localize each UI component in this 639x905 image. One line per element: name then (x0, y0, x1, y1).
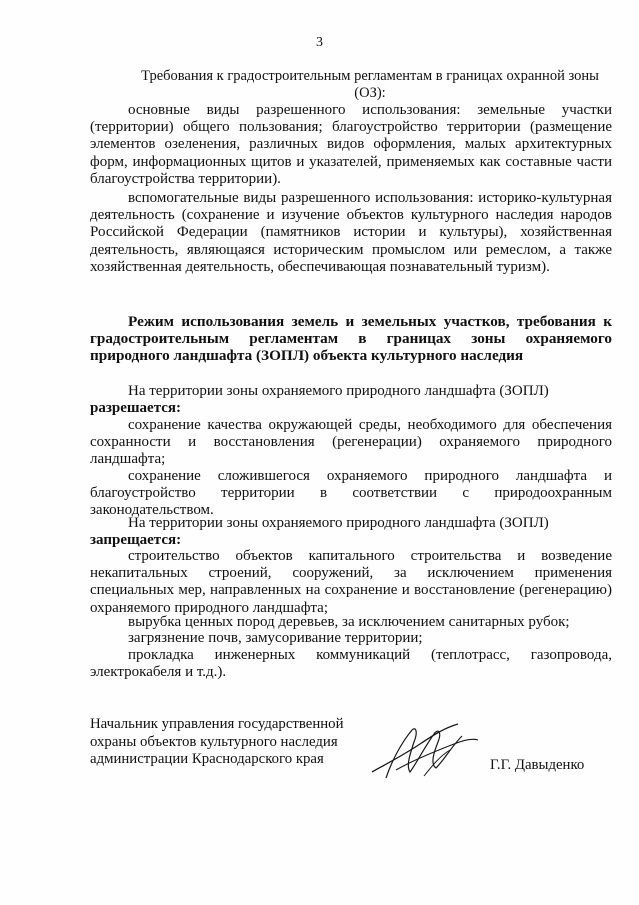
section-oz-heading: Требования к градостроительным регламентам в границах охранной зоны (ОЗ): (141, 68, 599, 102)
allowed-label: разрешается: (90, 400, 182, 417)
forbidden-item: вырубка ценных пород деревьев, за исключением санитарных рубок; (128, 614, 570, 630)
allowed-item: сохранение качества окружающей среды, необходимого для обеспечения сохранности и восстановления (регенерации) охраняемого природного ландшафта; (90, 417, 612, 468)
position-line: охраны объектов культурного наследия (90, 733, 338, 750)
zopl-allowed-intro (90, 383, 612, 417)
forbidden-label: запрещается: (90, 532, 182, 549)
allowed-item: сохранение сложившегося охраняемого природного ландшафта и благоустройство территории в соответствии с природоохранным законодательством. (90, 468, 612, 519)
page-number: 3 (316, 35, 323, 50)
zopl-forbidden-intro (90, 515, 612, 549)
position-line: администрации Краснодарского края (90, 751, 324, 768)
handwritten-signature (366, 720, 482, 782)
allowed-intro-text: На территории зоны охраняемого природного ландшафта (ЗОПЛ) (128, 383, 549, 399)
forbidden-intro-text: На территории зоны охраняемого природного ландшафта (ЗОПЛ) (128, 515, 549, 531)
signatory-position (90, 716, 390, 769)
position-line: Начальник управления государственной (90, 716, 344, 732)
forbidden-item: строительство объектов капитального строительства и возведение некапитальных строений, сооружений, за исключением применения специальных мер, направленных на сохранение и восстановление (регенерацию) охраняемого природного ландшафта; (90, 548, 612, 616)
oz-main-uses: основные виды разрешенного использования: земельные участки (территории) общего пользования; благоустройство территории (размещение элементов озеленения, различных видов оформления, малых архитектурных форм, информационных щитов и указателей, применяемых как составные части благоустройства территории). (90, 102, 612, 187)
signatory-name: Г.Г. Давыденко (490, 757, 585, 773)
oz-auxiliary-uses: вспомогательные виды разрешенного использования: историко-культурная деятельность (сохранение и изучение объектов культурного наследия народов Российской Федерации (памятников истории и культуры), хозяйственная деятельность, являющаяся историческим промыслом или ремеслом, а также хозяйственная деятельность, обеспечивающая познавательный туризм). (90, 190, 612, 275)
section-zopl-heading: Режим использования земель и земельных участков, требования к градостроительным регламентам в границах зоны охраняемого природного ландшафта (ЗОПЛ) объекта культурного наследия (90, 313, 612, 365)
forbidden-item: прокладка инженерных коммуникаций (теплотрасс, газопровода, электрокабеля и т.д.). (90, 647, 612, 681)
forbidden-item: загрязнение почв, замусоривание территории; (128, 630, 423, 646)
